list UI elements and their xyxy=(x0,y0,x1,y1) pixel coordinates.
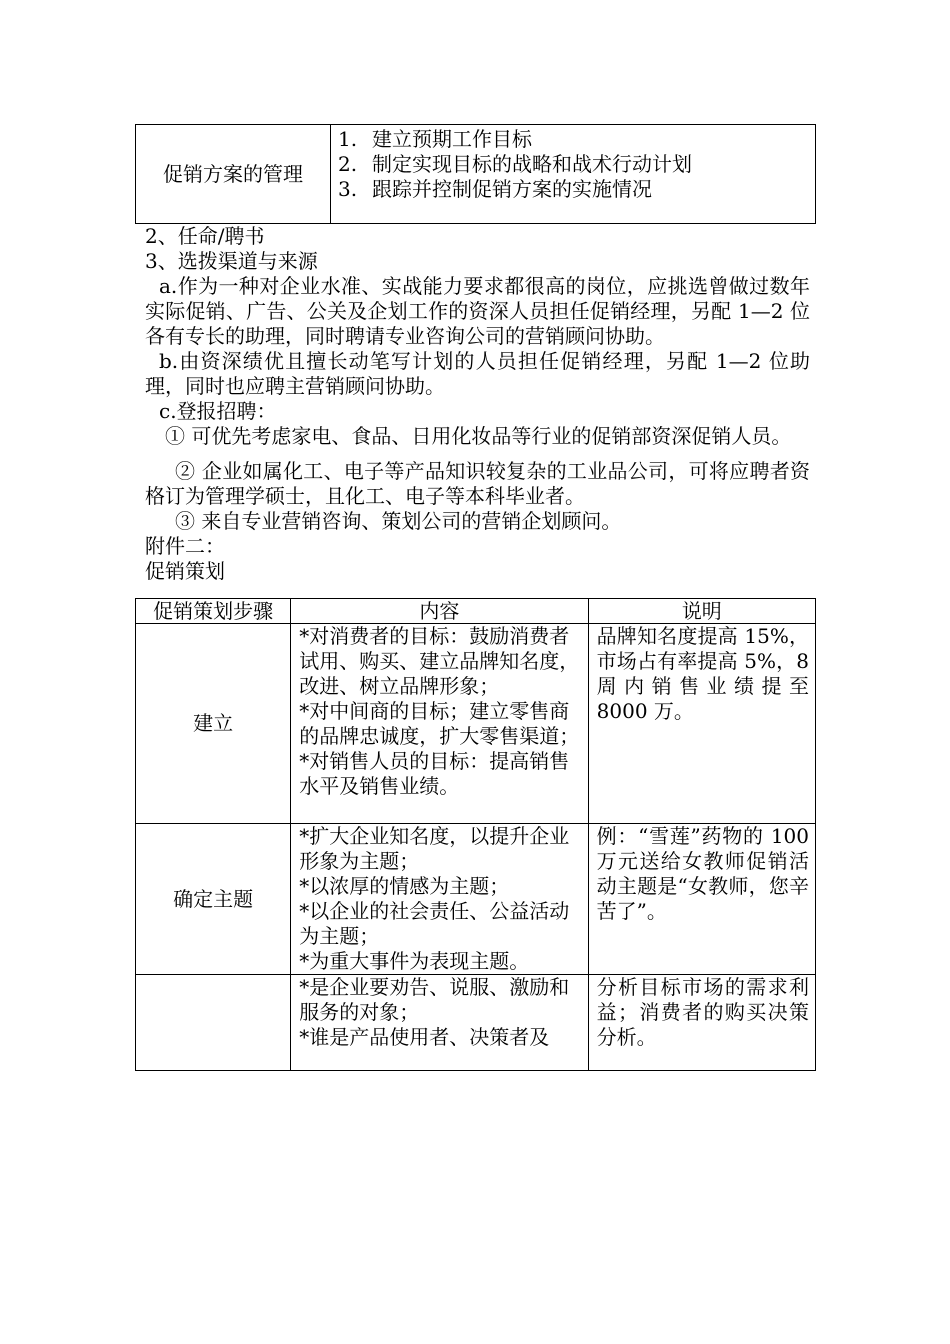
section-title: 促销策划 xyxy=(145,559,225,583)
column-header: 促销策划步骤 xyxy=(136,599,291,624)
content-line: *对消费者的目标：鼓励消费者试用、购买、建立品牌知名度，改进、树立品牌形象； xyxy=(299,624,580,698)
paragraph-a: a.作为一种对企业水准、实战能力要求都很高的岗位，应挑选曾做过数年实际促销、广告、公关及企划工作的资深人员担任促销经理，另配 1—2 位各有专长的助理，同时聘请专业咨询公司的营销顾问协助。 xyxy=(145,274,810,348)
attachment-label: 附件二： xyxy=(145,534,225,558)
list-text: 跟踪并控制促销方案的实施情况 xyxy=(372,177,652,201)
note-cell: 品牌知名度提高 15%，市场占有率提高 5%，8 周内销售业绩提至 8000 万。 xyxy=(588,624,815,824)
content-line: *以浓厚的情感为主题； xyxy=(299,874,510,898)
list-text: 建立预期工作目标 xyxy=(372,127,532,151)
list-item xyxy=(338,177,805,202)
paragraph-c2: ② 企业如属化工、电子等产品知识较复杂的工业品公司，可将应聘者资格订为管理学硕士，且化工、电子等本科毕业者。 xyxy=(145,459,810,508)
column-header: 内容 xyxy=(291,599,588,624)
table-row xyxy=(136,125,816,224)
content-cell xyxy=(291,975,588,1071)
list-number: 1. xyxy=(338,127,358,151)
content-line: *对中间商的目标；建立零售商的品牌忠诚度，扩大零售渠道； xyxy=(299,699,580,748)
column-header: 说明 xyxy=(588,599,815,624)
list-text: 制定实现目标的战略和战术行动计划 xyxy=(372,152,692,176)
table-row xyxy=(136,824,816,975)
list-item xyxy=(338,152,805,177)
content-line: *谁是产品使用者、决策者及 xyxy=(299,1025,550,1049)
table-header-row xyxy=(136,599,816,624)
note-cell: 分析目标市场的需求利益；消费者的购买决策分析。 xyxy=(588,975,815,1071)
list-number: 3. xyxy=(338,177,358,201)
content-cell xyxy=(291,624,588,824)
step-cell xyxy=(136,975,291,1071)
management-items xyxy=(331,125,816,224)
content-line: *为重大事件为表现主题。 xyxy=(299,949,530,973)
management-label: 促销方案的管理 xyxy=(136,125,331,224)
body-text xyxy=(145,224,810,584)
table-row xyxy=(136,975,816,1071)
content-line: *以企业的社会责任、公益活动为主题； xyxy=(299,899,570,948)
paragraph-c3: ③ 来自专业营销咨询、策划公司的营销企划顾问。 xyxy=(175,509,622,533)
paragraph-c: c.登报招聘： xyxy=(159,399,277,423)
promotion-plan-table xyxy=(135,598,816,1071)
list-number: 2. xyxy=(338,152,358,176)
content-line: *扩大企业知名度，以提升企业形象为主题； xyxy=(299,824,570,873)
paragraph-c1: ① 可优先考虑家电、食品、日用化妆品等行业的促销部资深促销人员。 xyxy=(165,424,792,448)
content-line: *对销售人员的目标：提高销售水平及销售业绩。 xyxy=(299,749,570,798)
step-cell: 确定主题 xyxy=(136,824,291,975)
note-cell: 例：“雪莲”药物的 100 万元送给女教师促销活动主题是“女教师，您辛苦了”。 xyxy=(588,824,815,975)
step-cell: 建立 xyxy=(136,624,291,824)
management-table xyxy=(135,124,816,224)
heading-channels: 3、选拨渠道与来源 xyxy=(145,249,318,273)
paragraph-b: b.由资深绩优且擅长动笔写计划的人员担任促销经理，另配 1—2 位助理，同时也应聘主营销顾问协助。 xyxy=(145,349,810,398)
list-item xyxy=(338,127,805,152)
content-cell xyxy=(291,824,588,975)
table-row xyxy=(136,624,816,824)
heading-appointment: 2、任命/聘书 xyxy=(145,224,265,248)
content-line: *是企业要劝告、说服、激励和服务的对象； xyxy=(299,975,570,1024)
